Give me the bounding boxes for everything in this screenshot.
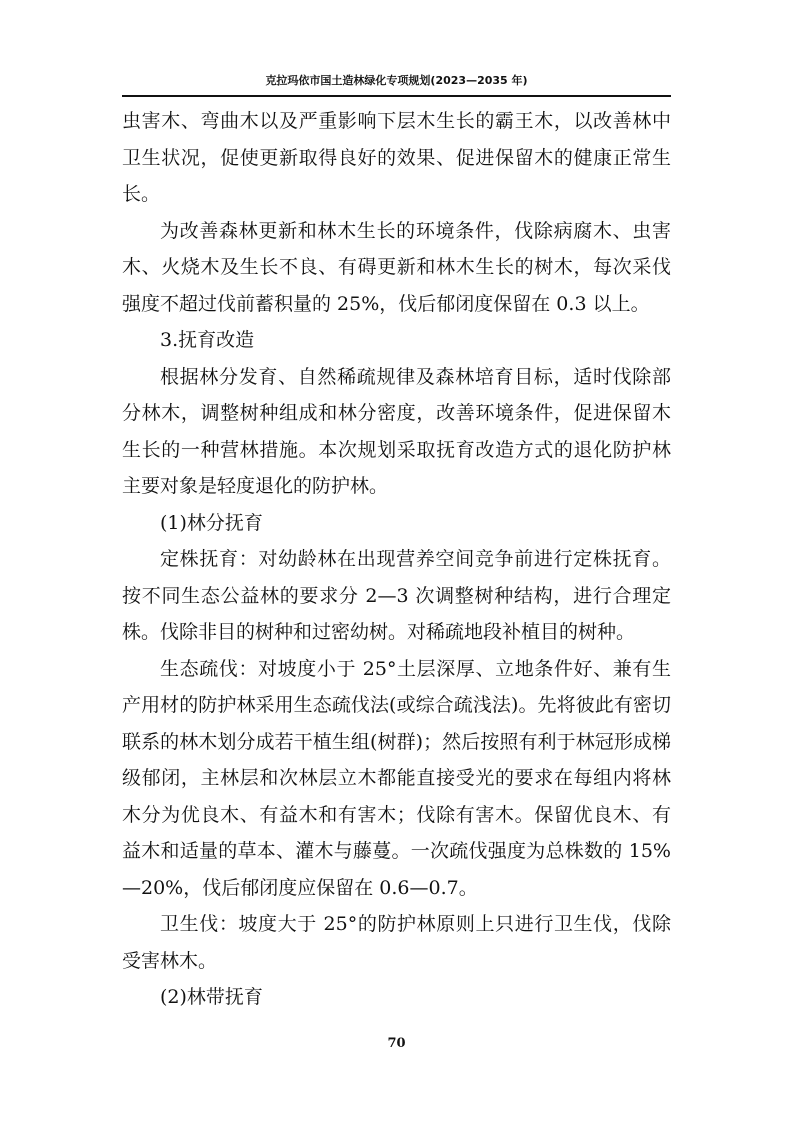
subsection-heading-belt-tending: (2)林带抚育 bbox=[160, 986, 263, 1008]
paragraph-sanitation-cutting: 为改善森林更新和林木生长的环境条件，伐除病腐木、虫害木、火烧木及生长不良、有碍更新和林木生长的树木，每次采伐强度不超过伐前蓄积量的 25%，伐后郁闭度保留在 0.3 以上。 bbox=[122, 219, 671, 315]
document-body bbox=[122, 103, 671, 1016]
paragraph-ecological-thinning: 生态疏伐：对坡度小于 25°土层深厚、立地条件好、兼有生产用材的防护林采用生态疏伐法(或综合疏浅法)。先将彼此有密切联系的林木划分成若干植生组(树群)；然后按照有利于林冠形成梯级郁闭，主林层和次林层立木都能直接受光的要求在每组内将林木分为优良木、有益木和有害木；伐除有害木。保留优良木、有益木和适量的草本、灌木与藤蔓。一次疏伐强度为总株数的 15%—20%，伐后郁闭度应保留在 0.6—0.7。 bbox=[122, 657, 671, 899]
paragraph-continuation: 虫害木、弯曲木以及严重影响下层木生长的霸王木，以改善林中卫生状况，促使更新取得良好的效果、促进保留木的健康正常生长。 bbox=[122, 110, 671, 205]
paragraph-hygiene-felling: 卫生伐：坡度大于 25°的防护林原则上只进行卫生伐，伐除受害林木。 bbox=[122, 913, 671, 972]
paragraph-fixed-plant-tending: 定株抚育：对幼龄林在出现营养空间竞争前进行定株抚育。按不同生态公益林的要求分 2—3 次调整树种结构，进行合理定株。伐除非目的树种和过密幼树。对稀疏地段补植目的树种。 bbox=[122, 548, 671, 643]
running-header: 克拉玛依市国土造林绿化专项规划(2023—2035 年) bbox=[265, 74, 528, 87]
page-number: 70 bbox=[387, 1036, 406, 1051]
subsection-heading-stand-tending: (1)林分抚育 bbox=[160, 511, 263, 534]
header-divider bbox=[122, 95, 671, 97]
paragraph-tending-definition: 根据林分发育、自然稀疏规律及森林培育目标，适时伐除部分林木，调整树种组成和林分密度，改善环境条件，促进保留木生长的一种营林措施。本次规划采取抚育改造方式的退化防护林主要对象是轻度退化的防护林。 bbox=[122, 365, 671, 497]
section-heading-tending-improvement: 3.抚育改造 bbox=[160, 329, 255, 351]
